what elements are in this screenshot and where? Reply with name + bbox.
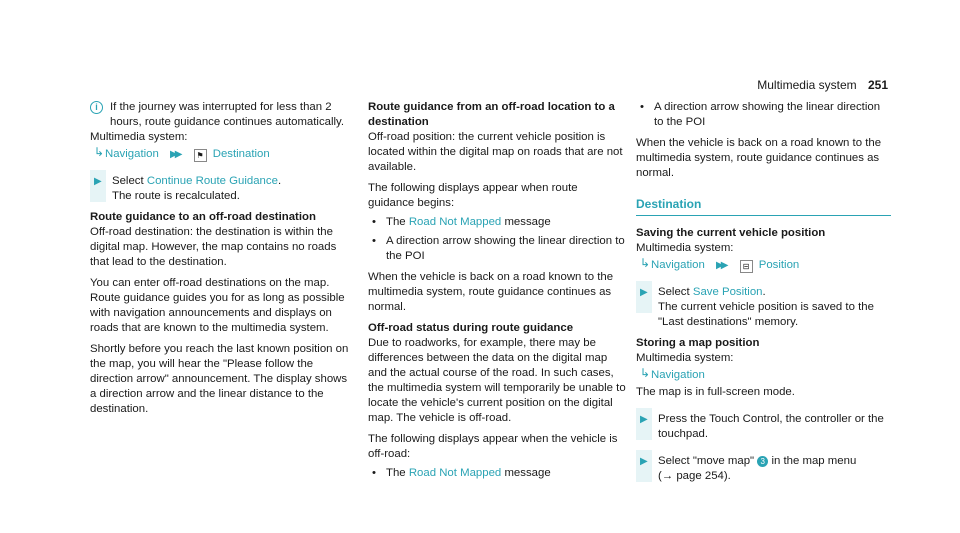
- heading-offroad-destination: Route guidance to an off-road destination: [90, 211, 316, 223]
- path-position: Position: [758, 259, 800, 271]
- bullet-dot-icon: •: [372, 216, 376, 228]
- bullet-prefix: The: [386, 216, 406, 228]
- para-shortly-before: Shortly before you reach the last known position on the map, you will hear the "Please follow the direction arrow" announcement. The display shows a direction arrow and the linear distance to the destination.: [90, 343, 349, 415]
- step-arrow-icon: ▶: [640, 456, 648, 467]
- para-status: Due to roadworks, for example, there may be differences between the data on the digital map and the actual course of the road. In such cases, the multimedia system will temporarily be unable to locate the vehicle's current position on the digital map. The vehicle is off-road.: [368, 337, 626, 424]
- bullet-suffix: message: [504, 216, 551, 228]
- double-chevron-icon: ▶▶: [716, 260, 726, 271]
- step-result: The route is recalculated.: [112, 190, 240, 202]
- continue-route-guidance-label: Continue Route Guidance: [146, 175, 278, 187]
- path-navigation: Navigation: [651, 369, 705, 381]
- step-prefix: Select: [112, 175, 144, 187]
- column-3: [636, 100, 891, 484]
- step-suffix: .: [277, 175, 282, 187]
- bullet-prefix: The: [386, 467, 406, 479]
- section-title-destination: Destination: [636, 197, 891, 216]
- para-when-back: When the vehicle is back on a road known to the multimedia system, route guidance continues as normal.: [636, 137, 882, 179]
- heading-offroad-status: Off-road status during route guidance: [368, 322, 574, 334]
- multimedia-system-label: Multimedia system:: [636, 242, 734, 254]
- multimedia-system-label: Multimedia system:: [90, 131, 188, 143]
- step-arrow-icon: ▶: [640, 414, 648, 425]
- para-enter-offroad: You can enter off-road destinations on the map. Route guidance guides you for as long as possible with navigation announcements and displays on roads that are known to the multimedia system.: [90, 277, 345, 334]
- path-arrow-icon: ↳: [640, 366, 651, 380]
- save-position-label: Save Position: [692, 286, 763, 298]
- heading-from-offroad: Route guidance from an off-road location to a destination: [368, 101, 615, 128]
- para-offroad-destination: Off-road destination: the destination is within the digital map. However, the map contains no roads that lead to the destination.: [90, 226, 337, 268]
- column-1: [90, 100, 350, 417]
- heading-saving-position: Saving the current vehicle position: [636, 227, 826, 239]
- bullet-suffix: message: [504, 467, 551, 479]
- para-following-1: The following displays appear when route guidance begins:: [368, 182, 578, 209]
- path-arrow-icon: ↳: [94, 145, 105, 159]
- step-arrow-icon: ▶: [640, 287, 648, 298]
- step-text: Press the Touch Control, the controller or the touchpad.: [658, 413, 884, 440]
- path-arrow-icon: ↳: [640, 256, 651, 270]
- info-icon: i: [90, 101, 103, 114]
- step-save-position: [636, 285, 891, 330]
- path-navigation: Navigation: [651, 259, 705, 271]
- path-destination: Destination: [212, 148, 270, 160]
- para-from-offroad: Off-road position: the current vehicle position is located within the digital map on roads that are not available.: [368, 131, 623, 173]
- header-section: Multimedia system: [757, 78, 857, 92]
- car-icon: ⊟: [740, 260, 753, 273]
- note-text: If the journey was interrupted for less than 2 hours, route guidance continues automatically.: [110, 101, 345, 128]
- menu-path: [90, 147, 350, 162]
- menu-path: [636, 368, 891, 383]
- step-suffix: .: [762, 286, 766, 298]
- bullet-text: A direction arrow showing the linear direction to the POI: [386, 235, 625, 262]
- step-text: in the map menu: [771, 455, 857, 467]
- step-select-continue: [90, 174, 350, 204]
- bullet-item: [640, 100, 891, 130]
- para-fullscreen: The map is in full-screen mode.: [636, 386, 795, 398]
- bullet-dot-icon: •: [640, 101, 644, 113]
- bullet-item: [372, 466, 626, 481]
- heading-storing-map-position: Storing a map position: [636, 337, 760, 349]
- menu-path: [636, 258, 891, 273]
- path-navigation: Navigation: [105, 148, 159, 160]
- step-text: Select "move map": [658, 455, 755, 467]
- multimedia-system-label: Multimedia system:: [636, 352, 734, 364]
- step-arrow-icon: ▶: [94, 176, 102, 187]
- para-following-2: The following displays appear when the vehicle is off-road:: [368, 433, 618, 460]
- column-2: [368, 100, 626, 481]
- page-reference: (→ page 254).: [658, 470, 731, 482]
- step-prefix: Select: [658, 286, 690, 298]
- road-not-mapped-label: Road Not Mapped: [408, 467, 502, 479]
- step-move-map: [636, 454, 891, 484]
- info-note: [90, 100, 350, 130]
- page-number: 251: [867, 78, 888, 92]
- bullet-dot-icon: •: [372, 467, 376, 479]
- road-not-mapped-label: Road Not Mapped: [408, 216, 502, 228]
- flag-icon: ⚑: [194, 149, 207, 162]
- bullet-item: [372, 215, 626, 230]
- para-when-back-1: When the vehicle is back on a road known to the multimedia system, route guidance continues as normal.: [368, 271, 614, 313]
- callout-number-icon: 3: [757, 456, 768, 467]
- bullet-dot-icon: •: [372, 235, 376, 247]
- step-result: The current vehicle position is saved to the "Last destinations" memory.: [658, 301, 874, 328]
- bullet-item: [372, 234, 626, 264]
- step-press-touch-control: [636, 412, 891, 442]
- bullet-text: A direction arrow showing the linear direction to the POI: [654, 101, 881, 128]
- page-header: [757, 78, 888, 92]
- double-chevron-icon: ▶▶: [170, 149, 180, 160]
